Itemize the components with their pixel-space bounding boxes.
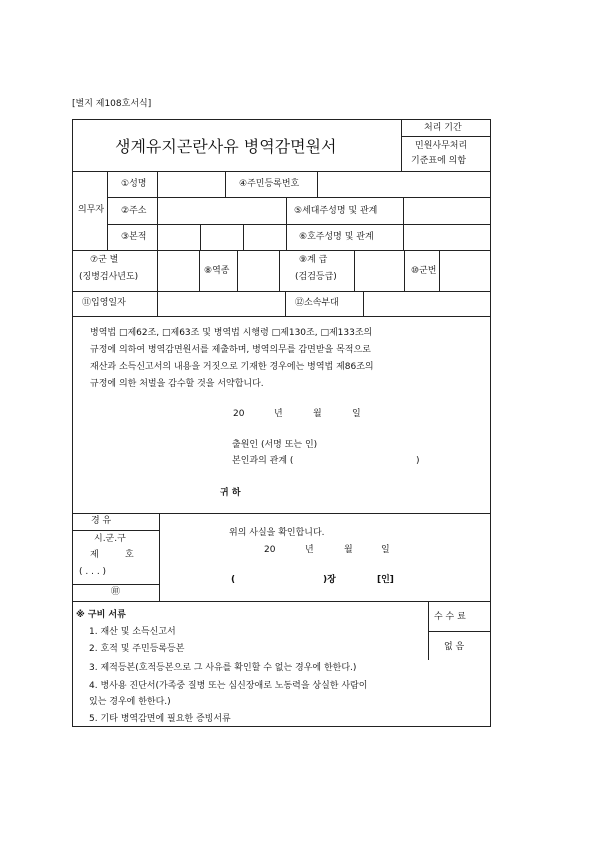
address-field[interactable] [158, 198, 285, 224]
service-number-label: ⑩군번 [411, 266, 437, 276]
name-field[interactable] [158, 172, 224, 197]
office-seal: [인] [377, 575, 394, 585]
unit-field[interactable] [364, 292, 489, 316]
branch-field[interactable] [158, 251, 198, 291]
statement-line-4: 규정에 의한 처벌을 감수할 것을 서약합니다. [90, 379, 264, 389]
confirm-date-year: 년 [305, 545, 314, 555]
confirm-date-month: 월 [344, 545, 353, 555]
form-title: 생계유지곤란사유 병역감면원서 [115, 137, 337, 156]
application-form [72, 119, 491, 727]
family-head-label: ⑥호주성명 및 관계 [299, 232, 374, 242]
processing-period-header: 처리 기간 [424, 123, 462, 133]
je-label: 제 [90, 550, 99, 560]
resident-number-field[interactable] [318, 172, 489, 197]
service-type-label: ⑧역종 [204, 266, 230, 276]
statement-date-year: 년 [274, 409, 283, 419]
enlistment-date-label: ⑪입영일자 [82, 298, 126, 308]
relation-field[interactable] [305, 454, 413, 468]
document-item: 1. 재산 및 소득신고서 [89, 627, 176, 637]
service-number-field[interactable] [440, 251, 489, 291]
office-open: ( [231, 575, 236, 585]
branch-label: ⑦군 별 [90, 255, 119, 265]
resident-number-label: ④주민등록번호 [239, 179, 300, 189]
family-head-field[interactable] [404, 225, 489, 250]
enlistment-date-field[interactable] [158, 292, 284, 316]
attachment-label: [별지 제108호서식] [72, 99, 152, 109]
statement-line-1: 병역법 □제62조, □제63조 및 병역법 시행령 □제130조, □제133조의 [90, 328, 373, 338]
confirm-date-day: 일 [381, 545, 390, 555]
relation-close: ) [416, 456, 420, 466]
processing-period-line1: 민원사무처리 [415, 141, 468, 151]
applicant-section-label: 의무자 [78, 205, 105, 215]
confirm-date-yy: 20 [264, 545, 276, 555]
confirm-date-paren: ( . . . ) [79, 567, 107, 577]
statement-date-yy: 20 [233, 409, 245, 419]
name-label: ①성명 [121, 179, 147, 189]
rank-label: ⑨계 급 [299, 255, 328, 265]
statement-date-day: 일 [352, 409, 361, 419]
address-label: ②주소 [121, 206, 147, 216]
registered-domicile-field[interactable] [158, 225, 285, 250]
fee-value: 없 음 [444, 642, 465, 652]
householder-field[interactable] [404, 198, 489, 224]
statement-date-month: 월 [313, 409, 322, 419]
statement-line-2: 규정에 의하여 병역감면원서를 제출하며, 병역의무를 감면받을 목적으로 [90, 345, 371, 355]
ho-label: 호 [125, 550, 134, 560]
exam-year-label: (징병검사년도) [79, 272, 139, 282]
exam-grade-label: (검검등급) [295, 272, 337, 282]
document-item: 3. 제적등본(호적등본으로 그 사유를 확인할 수 없는 경우에 한한다.) [89, 663, 357, 673]
householder-label: ⑤세대주성명 및 관계 [294, 206, 378, 216]
processing-period-line2: 기준표에 의함 [411, 156, 467, 166]
statement-line-3: 재산과 소득신고서의 내용을 거짓으로 기재한 경우에는 병역법 제86조의 [90, 362, 374, 372]
confirm-text: 위의 사실을 확인합니다. [229, 528, 325, 538]
via-label: 경 유 [91, 516, 112, 526]
document-item: 4. 병사용 진단서(가족중 질병 또는 심신장애로 노동력을 상실한 사람이 [89, 681, 368, 691]
document-item: 5. 기타 병역감면에 필요한 증빙서류 [89, 714, 231, 724]
documents-header: ※ 구비 서류 [76, 610, 126, 620]
recipient-label: 귀 하 [220, 488, 241, 498]
applicant-signature-line: 출원인 (서명 또는 인) [232, 440, 318, 450]
registered-domicile-label: ③본적 [121, 232, 147, 242]
official-seal-mark: ㊞ [111, 587, 121, 597]
unit-label: ⑫소속부대 [295, 298, 339, 308]
document-item: 있는 경우에 한한다.) [89, 697, 171, 707]
fee-label: 수 수 료 [434, 612, 466, 622]
relation-line: 본인과의 관계 ( [232, 456, 294, 466]
document-item: 2. 호적 및 주민등록등본 [89, 644, 185, 654]
rank-field[interactable] [355, 251, 403, 291]
office-close: )장 [323, 575, 336, 585]
service-type-field[interactable] [238, 251, 278, 291]
office-label: 시.군.구 [94, 534, 126, 544]
